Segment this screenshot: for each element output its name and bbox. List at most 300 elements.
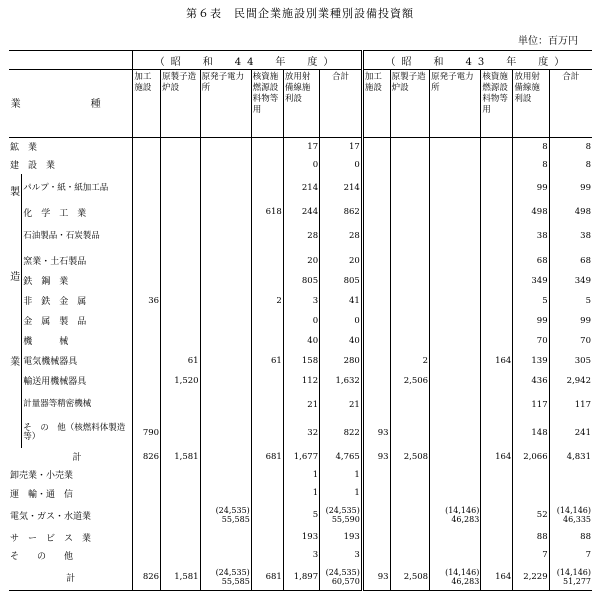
value-cell — [200, 528, 251, 546]
value-cell — [133, 371, 161, 391]
value-cell — [200, 546, 251, 564]
group-blank — [9, 448, 22, 466]
value-cell — [390, 174, 430, 202]
value-cell — [430, 174, 481, 202]
table-row — [9, 156, 592, 174]
row-label: サ ー ビ ス 業 — [10, 533, 92, 544]
value-cell — [481, 331, 513, 351]
value-cell — [430, 291, 481, 311]
value-cell — [430, 251, 481, 271]
row-label: 計 — [9, 565, 133, 591]
value-cell: 1,581 — [161, 448, 201, 466]
value-cell — [133, 546, 161, 564]
value-cell — [161, 291, 201, 311]
value-cell — [251, 251, 283, 271]
page-title: 第６表 民間企業施設別業種別設備投資額 — [186, 7, 414, 20]
value-cell — [161, 466, 201, 484]
table-row — [9, 546, 592, 564]
value-paren: (14,146) — [445, 568, 480, 578]
value-cell — [161, 391, 201, 419]
value-cell: 93 — [362, 565, 390, 591]
value-cell: 36 — [133, 291, 161, 311]
table-row — [9, 371, 592, 391]
value-cell — [390, 331, 430, 351]
value-cell — [430, 391, 481, 419]
value-cell: 21 — [283, 391, 319, 419]
value-cell: 20 — [320, 251, 363, 271]
table-row — [9, 291, 592, 311]
value-cell: 214 — [320, 174, 363, 202]
value-cell — [390, 137, 430, 155]
value-cell: 68 — [549, 251, 592, 271]
column-header: 合計 — [549, 70, 592, 138]
value-cell: 498 — [549, 202, 592, 222]
value-cell — [430, 137, 481, 155]
value-cell — [481, 419, 513, 447]
value-cell — [161, 502, 201, 528]
value-cell — [362, 202, 390, 222]
period-blank — [9, 51, 133, 70]
value-cell: 0 — [320, 311, 363, 331]
value-cell — [251, 222, 283, 250]
value-cell — [133, 251, 161, 271]
value-cell — [362, 502, 390, 528]
value-cell: 2 — [390, 351, 430, 371]
value-cell — [549, 502, 592, 528]
column-header: 加工施設 — [133, 70, 161, 138]
value-cell: 32 — [283, 419, 319, 447]
value-cell: 8 — [549, 137, 592, 155]
row-label: 金 属 製 品 — [22, 311, 133, 331]
row-label: 運 輸・通 信 — [10, 489, 74, 500]
group-label-cell — [9, 174, 22, 448]
value-cell — [481, 271, 513, 291]
value-cell — [161, 222, 201, 250]
value-cell: 2,508 — [390, 565, 430, 591]
value-cell: 38 — [513, 222, 549, 250]
value-cell: 349 — [549, 271, 592, 291]
value-cell — [481, 528, 513, 546]
value-cell: 790 — [133, 419, 161, 447]
value-cell: 28 — [283, 222, 319, 250]
value-cell — [430, 271, 481, 291]
value-cell — [362, 271, 390, 291]
value-cell — [161, 174, 201, 202]
row-label: 輸送用機械器具 — [22, 371, 133, 391]
value-cell: 193 — [320, 528, 363, 546]
value-cell: 681 — [251, 565, 283, 591]
table-row — [9, 448, 592, 466]
value-paren: (24,535) — [215, 506, 250, 516]
value-cell — [133, 137, 161, 155]
value-cell — [430, 371, 481, 391]
value-cell — [133, 156, 161, 174]
value-cell — [200, 271, 251, 291]
value-cell — [200, 484, 251, 502]
value-cell — [251, 137, 283, 155]
value-cell — [200, 371, 251, 391]
row-label: 計量器等精密機械 — [22, 391, 133, 419]
value-cell: 8 — [513, 137, 549, 155]
table-row — [9, 222, 592, 250]
value-cell: 1,632 — [320, 371, 363, 391]
value-cell: 17 — [320, 137, 363, 155]
value-cell — [430, 448, 481, 466]
value-cell: 99 — [549, 311, 592, 331]
value-cell — [133, 202, 161, 222]
value-cell — [362, 528, 390, 546]
row-label: 電気・ガス・水道業 — [10, 511, 92, 522]
value-cell: 40 — [283, 331, 319, 351]
value-cell — [251, 502, 283, 528]
value-cell: 3 — [320, 546, 363, 564]
value-cell — [251, 484, 283, 502]
value-cell — [481, 222, 513, 250]
value-main: 46,283 — [451, 577, 480, 587]
value-cell — [390, 311, 430, 331]
value-cell: 1 — [320, 466, 363, 484]
value-cell: 822 — [320, 419, 363, 447]
value-cell: 7 — [549, 546, 592, 564]
value-cell — [161, 484, 201, 502]
row-label: 石油製品・石炭製品 — [22, 222, 133, 250]
value-cell: 1,897 — [283, 565, 319, 591]
row-label: 化 学 工 業 — [22, 202, 133, 222]
value-cell: 2,506 — [390, 371, 430, 391]
value-cell — [390, 391, 430, 419]
value-cell: 17 — [283, 137, 319, 155]
row-label: 卸売業・小売業 — [10, 471, 74, 482]
value-cell: 88 — [549, 528, 592, 546]
value-cell: 4,765 — [320, 448, 363, 466]
value-cell — [251, 156, 283, 174]
value-cell — [200, 311, 251, 331]
value-cell — [200, 291, 251, 311]
value-cell: 117 — [513, 391, 549, 419]
value-cell: 164 — [481, 565, 513, 591]
row-label: 窯業・土石製品 — [22, 251, 133, 271]
value-cell — [362, 371, 390, 391]
value-cell — [362, 331, 390, 351]
value-cell — [430, 466, 481, 484]
value-cell — [430, 528, 481, 546]
value-cell — [200, 466, 251, 484]
unit-label: 単位：百万円 — [518, 36, 578, 47]
value-cell: 88 — [513, 528, 549, 546]
value-cell — [133, 466, 161, 484]
value-cell — [390, 271, 430, 291]
column-header: 核資施燃源設料物等用 — [481, 70, 513, 138]
value-cell — [390, 466, 430, 484]
value-cell — [390, 251, 430, 271]
value-cell: 2,229 — [513, 565, 549, 591]
value-cell — [200, 419, 251, 447]
value-cell — [251, 311, 283, 331]
value-cell: 38 — [549, 222, 592, 250]
value-main: 46,335 — [563, 515, 591, 525]
table-row — [9, 271, 592, 291]
value-cell: 3 — [283, 546, 319, 564]
row-label: 非 鉄 金 属 — [22, 291, 133, 311]
value-cell — [200, 202, 251, 222]
value-cell — [362, 222, 390, 250]
value-paren: (24,535) — [215, 568, 250, 578]
value-cell: 2,066 — [513, 448, 549, 466]
value-cell — [390, 528, 430, 546]
value-main: 60,570 — [331, 577, 360, 587]
value-cell — [390, 484, 430, 502]
value-cell — [362, 156, 390, 174]
value-cell: 2 — [251, 291, 283, 311]
value-cell — [161, 271, 201, 291]
row-label: そ の 他（核燃料体製造等） — [22, 419, 133, 447]
value-cell — [430, 419, 481, 447]
column-header: 原製子造炉設 — [161, 70, 201, 138]
value-cell — [481, 202, 513, 222]
column-header: 加工施設 — [362, 70, 390, 138]
value-cell: 148 — [513, 419, 549, 447]
investment-table — [9, 50, 592, 591]
column-header: 放用射備線施利設 — [513, 70, 549, 138]
value-cell — [549, 565, 592, 591]
value-cell — [481, 174, 513, 202]
value-paren: (24,535) — [325, 568, 360, 578]
value-cell: 2,508 — [390, 448, 430, 466]
table-row — [9, 351, 592, 371]
value-cell — [390, 156, 430, 174]
value-cell — [481, 546, 513, 564]
value-cell — [430, 331, 481, 351]
value-cell: 139 — [513, 351, 549, 371]
row-label: 電気機械器具 — [22, 351, 133, 371]
value-cell: 61 — [251, 351, 283, 371]
value-cell: 7 — [513, 546, 549, 564]
value-cell — [200, 156, 251, 174]
value-paren: (14,146) — [445, 506, 480, 516]
value-cell — [549, 466, 592, 484]
value-cell: 3 — [283, 291, 319, 311]
value-cell: 0 — [320, 156, 363, 174]
value-cell: 0 — [283, 311, 319, 331]
value-cell — [200, 448, 251, 466]
value-cell: 1,581 — [161, 565, 201, 591]
value-cell — [362, 251, 390, 271]
value-cell: 93 — [362, 448, 390, 466]
row-label: 建 設 業 — [10, 161, 56, 172]
value-cell — [200, 251, 251, 271]
value-cell — [390, 222, 430, 250]
column-header: 原発子電力所 — [430, 70, 481, 138]
value-cell: 20 — [283, 251, 319, 271]
value-cell — [430, 502, 481, 528]
value-cell: 862 — [320, 202, 363, 222]
value-cell — [161, 137, 201, 155]
value-cell — [200, 222, 251, 250]
value-cell: 99 — [513, 311, 549, 331]
value-cell — [320, 565, 363, 591]
value-cell: 280 — [320, 351, 363, 371]
table-row — [9, 391, 592, 419]
value-cell: 5 — [283, 502, 319, 528]
industry-header: 業 種 — [9, 70, 133, 138]
column-header: 核資施燃源設料物等用 — [251, 70, 283, 138]
value-cell — [200, 391, 251, 419]
value-cell — [161, 419, 201, 447]
row-label: パルプ・紙・紙加工品 — [22, 174, 133, 202]
value-cell: 826 — [133, 565, 161, 591]
value-cell — [390, 502, 430, 528]
value-cell — [133, 528, 161, 546]
value-cell: 349 — [513, 271, 549, 291]
value-cell — [481, 311, 513, 331]
group-label-char: 業 — [10, 357, 21, 369]
value-cell — [133, 502, 161, 528]
value-cell — [362, 137, 390, 155]
value-main: 55,585 — [221, 577, 250, 587]
value-cell: 2,942 — [549, 371, 592, 391]
value-cell: 805 — [283, 271, 319, 291]
value-cell — [430, 351, 481, 371]
column-header: 合計 — [320, 70, 363, 138]
value-cell: 805 — [320, 271, 363, 291]
value-cell — [133, 222, 161, 250]
group-label-char: 製 — [10, 187, 21, 199]
value-cell: 112 — [283, 371, 319, 391]
value-cell — [133, 351, 161, 371]
value-cell — [390, 202, 430, 222]
value-cell: 826 — [133, 448, 161, 466]
value-cell: 244 — [283, 202, 319, 222]
value-cell — [133, 331, 161, 351]
value-cell — [161, 331, 201, 351]
value-cell — [200, 331, 251, 351]
value-cell — [200, 174, 251, 202]
table-row — [9, 202, 592, 222]
table-row — [9, 466, 592, 484]
value-cell: 70 — [549, 331, 592, 351]
value-cell: 0 — [283, 156, 319, 174]
table-row — [9, 311, 592, 331]
value-cell — [430, 202, 481, 222]
value-cell — [161, 251, 201, 271]
value-cell — [362, 391, 390, 419]
table-row — [9, 331, 592, 351]
value-cell — [251, 174, 283, 202]
value-cell — [251, 419, 283, 447]
value-cell: 4,831 — [549, 448, 592, 466]
value-cell — [481, 137, 513, 155]
value-cell — [362, 466, 390, 484]
value-cell — [320, 502, 363, 528]
value-cell: 93 — [362, 419, 390, 447]
value-paren: (14,146) — [556, 506, 591, 516]
value-cell: 28 — [320, 222, 363, 250]
value-cell: 8 — [513, 156, 549, 174]
value-cell: 618 — [251, 202, 283, 222]
value-cell — [481, 371, 513, 391]
table-row — [9, 419, 592, 447]
value-main: 55,590 — [331, 515, 360, 525]
value-cell — [161, 202, 201, 222]
value-cell — [161, 156, 201, 174]
value-cell — [481, 251, 513, 271]
value-cell — [133, 271, 161, 291]
value-cell — [362, 351, 390, 371]
value-main: 46,283 — [451, 515, 480, 525]
value-cell: 241 — [549, 419, 592, 447]
row-label: 鉱 業 — [10, 143, 38, 154]
value-cell — [430, 311, 481, 331]
value-cell: 1,677 — [283, 448, 319, 466]
value-cell: 1 — [283, 466, 319, 484]
table-row — [9, 528, 592, 546]
value-cell — [430, 222, 481, 250]
value-cell: 498 — [513, 202, 549, 222]
value-cell — [251, 271, 283, 291]
value-cell — [362, 546, 390, 564]
value-cell — [481, 484, 513, 502]
value-cell — [133, 484, 161, 502]
value-cell: 1 — [283, 484, 319, 502]
value-cell — [513, 484, 549, 502]
value-cell: 99 — [549, 174, 592, 202]
value-cell — [133, 174, 161, 202]
value-cell: 164 — [481, 448, 513, 466]
table-row — [9, 484, 592, 502]
value-cell — [390, 546, 430, 564]
table-row — [9, 137, 592, 155]
value-cell: 436 — [513, 371, 549, 391]
value-cell: 5 — [513, 291, 549, 311]
value-cell — [251, 528, 283, 546]
value-cell — [549, 484, 592, 502]
row-label: 計 — [72, 453, 82, 464]
value-cell: 681 — [251, 448, 283, 466]
column-header-row — [9, 70, 592, 138]
period-44: （昭 和 44 年 度） — [133, 51, 363, 70]
value-cell: 214 — [283, 174, 319, 202]
value-cell — [481, 291, 513, 311]
value-cell: 1 — [320, 484, 363, 502]
value-paren: (24,535) — [325, 506, 360, 516]
value-paren: (14,146) — [556, 568, 591, 578]
value-cell: 1,520 — [161, 371, 201, 391]
value-main: 51,277 — [563, 577, 591, 587]
group-label-char: 造 — [10, 272, 21, 284]
value-cell: 8 — [549, 156, 592, 174]
table-row — [9, 251, 592, 271]
table-row — [9, 565, 592, 591]
value-cell — [481, 156, 513, 174]
value-cell: 41 — [320, 291, 363, 311]
table-row — [9, 502, 592, 528]
value-cell: 164 — [481, 351, 513, 371]
row-label: そ の 他 — [10, 551, 74, 562]
period-43: （昭 和 43 年 度） — [362, 51, 592, 70]
value-cell — [430, 484, 481, 502]
column-header: 原発子電力所 — [200, 70, 251, 138]
value-cell — [161, 528, 201, 546]
value-cell: 117 — [549, 391, 592, 419]
value-cell: 40 — [320, 331, 363, 351]
value-cell: 68 — [513, 251, 549, 271]
column-header: 原製子造炉設 — [390, 70, 430, 138]
value-cell — [133, 391, 161, 419]
value-cell — [251, 331, 283, 351]
value-cell: 70 — [513, 331, 549, 351]
value-cell — [200, 137, 251, 155]
value-cell: 21 — [320, 391, 363, 419]
